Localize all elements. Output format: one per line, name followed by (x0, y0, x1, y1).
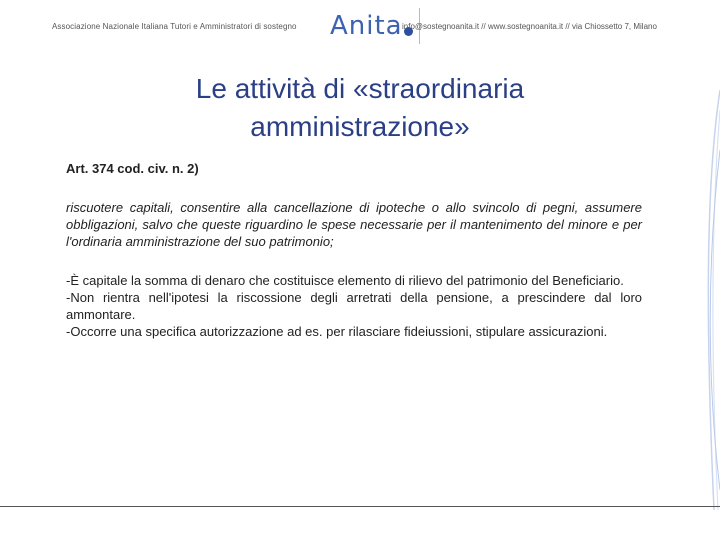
note-item: -Occorre una specifica autorizzazione ad es. per rilasciare fideiussioni, stipulare assicurazioni. (66, 324, 608, 339)
contact-info: info@sostegnoanita.it // www.sostegnoanita.it // via Chiossetto 7, Milano (402, 22, 657, 31)
slide-title (100, 70, 620, 146)
note-item: -È capitale la somma di denaro che costituisce elemento di rilievo del patrimonio del Beneficiario. (66, 273, 624, 288)
article-reference: Art. 374 cod. civ. n. 2) (66, 161, 199, 176)
article-text: riscuotere capitali, consentire alla cancellazione di ipoteche o allo svincolo di pegni, assumere obbligazioni, salvo che queste riguardino le spese necessarie per il mantenimento del minore e per l'ordinaria amministrazione del suo patrimonio; (66, 200, 642, 249)
title-line-1: Le attività di «straordinaria (195, 73, 525, 104)
decorative-curves (702, 90, 720, 510)
logo-text: Anita (330, 11, 403, 41)
association-name: Associazione Nazionale Italiana Tutori e Amministratori di sostegno (52, 22, 297, 31)
footer-divider (0, 506, 720, 507)
title-line-2: amministrazione» (250, 111, 470, 142)
notes-list (66, 272, 642, 340)
header (0, 0, 720, 56)
note-item: -Non rientra nell'ipotesi la riscossione degli arretrati della pensione, a prescindere dal loro ammontare. (66, 290, 642, 322)
